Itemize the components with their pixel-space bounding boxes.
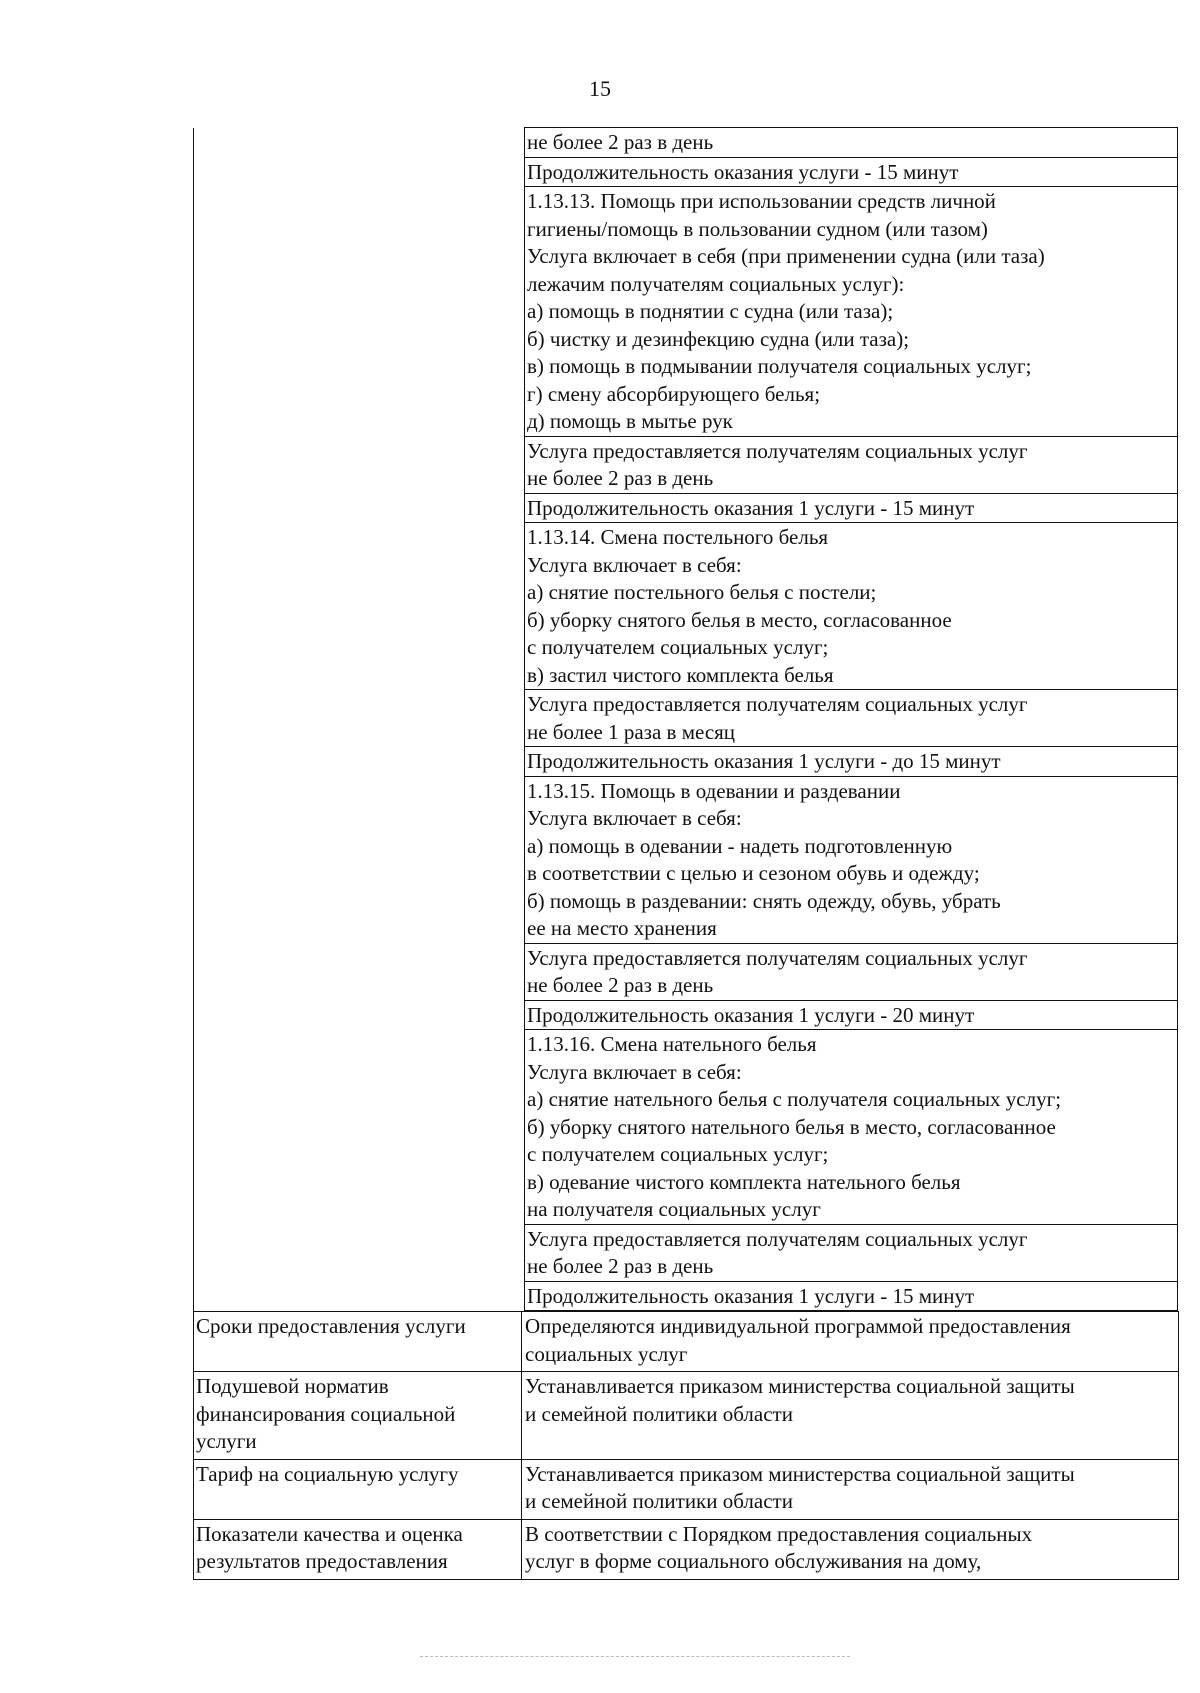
service-cell-line: а) снятие постельного белья с постели; [527,580,877,604]
service-cell-line: б) уборку снятого белья в место, согласованное [527,607,952,632]
service-cell-line: б) уборку снятого нательного белья в место, согласованное [527,1114,1056,1139]
service-cell-line: б) помощь в раздевании: снять одежду, обувь, убрать [527,888,1001,913]
service-cell [524,1281,1178,1312]
service-cell-line: 1.13.15. Помощь в одевании и раздевании [527,778,901,803]
row-value [522,1460,1178,1519]
service-cell [524,436,1178,493]
service-cell [524,1000,1178,1030]
service-cell [524,157,1178,187]
row-value-line: Устанавливается приказом министерства социальной защиты [525,1461,1075,1486]
row-label-line: Тариф на социальную услугу [196,1461,459,1486]
row-value-line: и семейной политики области [525,1401,793,1426]
service-attribute-rows [193,1311,1179,1580]
service-cell-line: не более 2 раз в день [527,973,714,997]
service-cell-line: Продолжительность оказания 1 услуги - до 15 минут [527,749,1001,773]
service-cell-line: лежачим получателям социальных услуг): [527,271,905,296]
row-label-line: результатов предоставления [196,1549,448,1573]
service-cell-line: Услуга включает в себя: [527,806,742,830]
page-number: 15 [589,76,611,101]
service-cell-line: ее на место хранения [527,916,717,940]
table-row [193,1459,1179,1519]
row-value [522,1520,1178,1579]
service-cell-line: Продолжительность оказания 1 услуги - 15 минут [527,1283,975,1308]
service-cell-line: в соответствии с целью и сезоном обувь и одежду; [527,861,980,885]
service-cell-line: 1.13.16. Смена нательного белья [527,1032,817,1056]
service-cell [524,493,1178,523]
service-cell-line: б) чистку и дезинфекцию судна (или таза); [527,326,910,351]
row-value-line: Определяются индивидуальной программой предоставления [525,1314,1071,1338]
service-cell-line: не более 2 раз в день [527,130,714,154]
row-label-line: услуги [196,1429,257,1453]
service-cell-line: с получателем социальных услуг; [527,1142,829,1166]
service-cell [524,943,1178,1000]
row-label [194,1312,522,1371]
service-cell [524,186,1178,436]
service-cell-line: не более 2 раз в день [527,1254,714,1278]
table-row [193,1311,1179,1371]
row-value-line: услуг в форме социального обслуживания на дому, [525,1549,982,1573]
row-value-line: социальных услуг [525,1341,688,1366]
service-cell-line: не более 1 раза в месяц [527,719,736,744]
service-cell [524,746,1178,776]
row-label [194,1520,522,1579]
service-cell-line: Услуга предоставляется получателям социальных услуг [527,438,1028,463]
row-value-line: Устанавливается приказом министерства социальной защиты [525,1374,1075,1398]
service-cell [524,1029,1178,1224]
service-cell-line: г) смену абсорбирующего белья; [527,381,821,406]
service-cell-line: Услуга предоставляется получателям социальных услуг [527,945,1028,970]
service-cell-line: д) помощь в мытье рук [527,409,733,433]
row-label-line: Подушевой норматив [196,1374,389,1398]
service-cell-line: с получателем социальных услуг; [527,635,829,659]
footer-scan-rule [420,1656,850,1657]
service-cell [524,522,1178,689]
service-cell-line: Продолжительность оказания 1 услуги - 15 минут [527,495,975,520]
service-cell-line: а) помощь в одевании - надеть подготовленную [527,833,953,858]
service-cell-line: не более 2 раз в день [527,466,714,490]
service-cell-line: на получателя социальных услуг [527,1197,821,1221]
service-cell [524,776,1178,943]
row-value-line: В соответствии с Порядком предоставления социальных [525,1521,1033,1546]
service-cell-line: гигиены/помощь в пользовании судном (или тазом) [527,216,988,241]
service-cell-line: 1.13.13. Помощь при использовании средств личной [527,189,996,213]
service-cell-line: в) застил чистого комплекта белья [527,662,834,687]
service-cell-line: Услуга включает в себя (при применении судна (или таза) [527,244,1045,268]
service-cell-line: Продолжительность оказания 1 услуги - 20 минут [527,1002,975,1027]
service-cell [524,1224,1178,1281]
service-cell-line: Услуга включает в себя: [527,552,742,577]
service-cell-line: Услуга предоставляется получателям социальных услуг [527,692,1028,716]
row-value-line: и семейной политики области [525,1489,793,1513]
row-value [522,1372,1178,1459]
row-value [522,1312,1178,1371]
row-label-line: Сроки предоставления услуги [196,1314,466,1338]
service-table [193,127,1179,1580]
service-description-cells [524,127,1178,1311]
row-label [194,1460,522,1519]
row-label-line: финансирования социальной [196,1401,456,1426]
service-cell-line: а) снятие нательного белья с получателя социальных услуг; [527,1087,1062,1111]
service-cell-line: в) помощь в подмывании получателя социальных услуг; [527,354,1032,378]
row-label-line: Показатели качества и оценка [196,1521,463,1546]
service-cell-line: в) одевание чистого комплекта нательного белья [527,1169,961,1194]
service-cell [524,689,1178,746]
service-cell-line: Продолжительность оказания услуги - 15 минут [527,159,959,184]
service-cell-line: 1.13.14. Смена постельного белья [527,525,829,549]
table-row [193,1519,1179,1579]
row-label [194,1372,522,1459]
service-cell-line: а) помощь в поднятии с судна (или таза); [527,299,894,323]
service-cell-line: Услуга предоставляется получателям социальных услуг [527,1226,1028,1251]
table-row [193,1371,1179,1459]
service-cell-line: Услуга включает в себя: [527,1059,742,1084]
service-cell [524,127,1178,157]
